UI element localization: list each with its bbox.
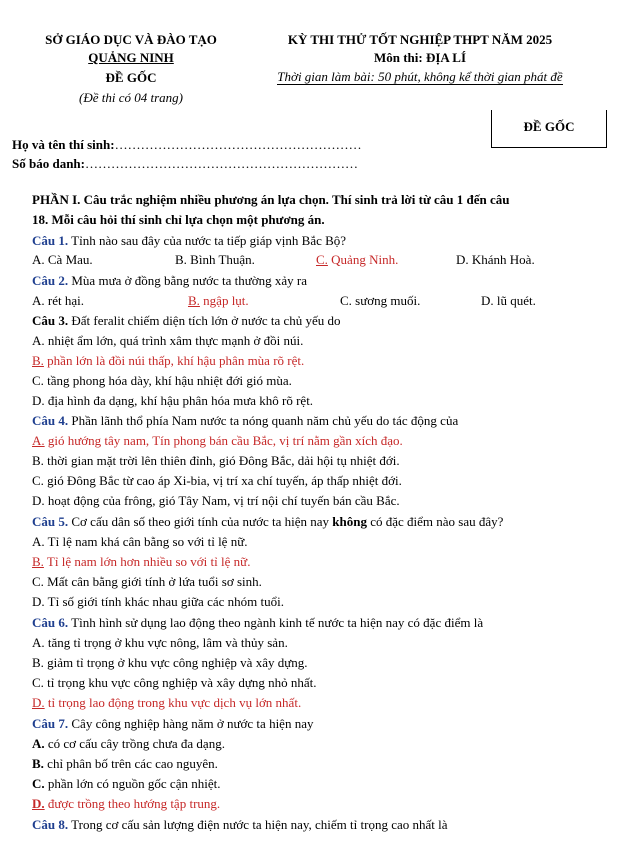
question-4-number: Câu 4. xyxy=(32,413,69,428)
q7-option-b xyxy=(32,756,218,772)
q1-option-c-letter: C. xyxy=(316,252,328,267)
part1-heading-line1: PHẦN I. Câu trắc nghiệm nhiều phương án lựa chọn. Thí sinh trả lời từ câu 1 đến câu xyxy=(32,192,510,207)
question-4 xyxy=(32,413,458,429)
q7-option-a xyxy=(32,736,225,752)
question-8-number: Câu 8. xyxy=(32,817,69,832)
q3-option-c: C. tầng phong hóa dày, khí hậu nhiệt đới gió mùa. xyxy=(32,373,292,388)
exam-subject: Môn thi: ĐỊA LÍ xyxy=(373,50,467,65)
q4-option-c: C. gió Đông Bắc từ cao áp Xi-bia, vị trí xa chí tuyến, áp thấp nhiệt đới. xyxy=(32,473,402,488)
exam-code-box-text: ĐỀ GỐC xyxy=(523,119,575,134)
candidate-name-dots: ………………………………………………… xyxy=(114,137,362,152)
q7-option-b-letter: B. xyxy=(32,756,44,771)
question-6-text: Tình hình sử dụng lao động theo ngành kinh tế nước ta hiện nay có đặc điểm là xyxy=(68,615,484,630)
q7-option-d-correct xyxy=(32,796,220,812)
exam-code-box xyxy=(491,110,607,148)
q7-option-c-letter: C. xyxy=(32,776,45,791)
q6-option-d-text: tỉ trọng lao động trong khu vực dịch vụ lớn nhất. xyxy=(44,695,302,710)
q3-option-b-text: phần lớn là đồi núi thấp, khí hậu phân mùa rõ rệt. xyxy=(43,353,305,368)
q3-option-b-letter: B. xyxy=(32,353,44,368)
q4-option-d: D. hoạt động của frông, gió Tây Nam, vị trí nội chí tuyến bán cầu Bắc. xyxy=(32,493,400,508)
q6-option-a: A. tăng tỉ trọng ở khu vực nông, lâm và thủy sản. xyxy=(32,635,288,650)
question-2-number: Câu 2. xyxy=(32,273,69,288)
q2-option-b-text: ngập lụt. xyxy=(199,293,249,308)
q7-option-a-text: có cơ cấu cây trồng chưa đa dạng. xyxy=(44,736,225,751)
q7-option-c xyxy=(32,776,220,792)
q5-option-b-letter: B. xyxy=(32,554,44,569)
question-8 xyxy=(32,817,448,833)
q1-option-a: A. Cà Mau. xyxy=(32,252,93,267)
q7-option-a-letter: A. xyxy=(32,736,45,751)
header-province xyxy=(30,50,232,66)
candidate-id-line xyxy=(12,156,358,172)
q2-option-d: D. lũ quét. xyxy=(481,293,536,308)
q4-option-b: B. thời gian mặt trời lên thiên đỉnh, gió Đông Bắc, dải hội tụ nhiệt đới. xyxy=(32,453,400,468)
q4-option-a-text: gió hướng tây nam, Tín phong bán cầu Bắc, vị trí nằm gần xích đạo. xyxy=(44,433,403,448)
q5-option-d: D. Tỉ số giới tính khác nhau giữa các nhóm tuổi. xyxy=(32,594,284,609)
question-3 xyxy=(32,313,341,329)
q4-option-a-letter: A. xyxy=(32,433,45,448)
q7-option-b-text: chỉ phân bố trên các cao nguyên. xyxy=(43,756,218,771)
q7-option-c-text: phần lớn có nguồn gốc cận nhiệt. xyxy=(44,776,221,791)
part1-heading-line2: 18. Mỗi câu hỏi thí sinh chỉ lựa chọn một phương án. xyxy=(32,212,325,227)
q3-option-d: D. địa hình đa dạng, khí hậu phân hóa mưa khô rõ rệt. xyxy=(32,393,314,408)
question-4-text: Phần lãnh thổ phía Nam nước ta nóng quanh năm chủ yếu do tác động của xyxy=(68,413,459,428)
q5-option-b-text: Tỉ lệ nam lớn hơn nhiều so với tỉ lệ nữ. xyxy=(43,554,251,569)
question-5-number: Câu 5. xyxy=(32,514,69,529)
question-5-text-before: Cơ cấu dân số theo giới tính của nước ta hiện nay xyxy=(68,514,333,529)
q4-option-a-correct xyxy=(32,433,403,449)
question-1 xyxy=(32,233,346,249)
q2-option-c: C. sương muối. xyxy=(340,293,421,308)
question-5 xyxy=(32,514,503,530)
q2-option-b-letter: B. xyxy=(188,293,200,308)
q5-option-a: A. Tỉ lệ nam khá cân bằng so với tỉ lệ nữ. xyxy=(32,534,248,549)
question-5-text-bold: không xyxy=(332,514,367,529)
header-province-text: QUẢNG NINH xyxy=(88,50,174,65)
question-5-text-after: có đặc điểm nào sau đây? xyxy=(366,514,504,529)
question-7-text: Cây công nghiệp hàng năm ở nước ta hiện nay xyxy=(68,716,314,731)
question-2-text: Mùa mưa ở đồng bằng nước ta thường xảy ra xyxy=(68,273,307,288)
header-page-count: (Đề thi có 04 trang) xyxy=(79,90,183,105)
q3-option-b-correct xyxy=(32,353,304,369)
question-7 xyxy=(32,716,313,732)
q6-option-d-letter: D. xyxy=(32,695,45,710)
candidate-name-line xyxy=(12,137,362,153)
q2-option-a: A. rét hại. xyxy=(32,293,84,308)
header-org: SỞ GIÁO DỤC VÀ ĐÀO TẠO xyxy=(45,32,217,47)
question-3-text: Đất feralit chiếm diện tích lớn ở nước ta chủ yếu do xyxy=(68,313,341,328)
candidate-id-dots: ……………………………………………………… xyxy=(84,156,358,171)
exam-time xyxy=(240,69,600,85)
q6-option-b: B. giảm tỉ trọng ở khu vực công nghiệp và xây dựng. xyxy=(32,655,308,670)
candidate-name-label: Họ và tên thí sinh: xyxy=(12,137,115,152)
question-1-number: Câu 1. xyxy=(32,233,69,248)
q6-option-d-correct xyxy=(32,695,301,711)
question-7-number: Câu 7. xyxy=(32,716,69,731)
header-exam-code: ĐỀ GỐC xyxy=(105,70,157,85)
q7-option-d-letter: D. xyxy=(32,796,45,811)
q5-option-b-correct xyxy=(32,554,250,570)
question-2 xyxy=(32,273,307,289)
q6-option-c: C. tỉ trọng khu vực công nghiệp và xây dựng nhỏ nhất. xyxy=(32,675,317,690)
question-6-number: Câu 6. xyxy=(32,615,69,630)
question-3-number: Câu 3. xyxy=(32,313,69,328)
question-8-text: Trong cơ cấu sản lượng điện nước ta hiện nay, chiếm tỉ trọng cao nhất là xyxy=(68,817,448,832)
exam-title: KỲ THI THỬ TỐT NGHIỆP THPT NĂM 2025 xyxy=(287,32,553,47)
q1-option-b: B. Bình Thuận. xyxy=(175,252,255,267)
exam-time-text: Thời gian làm bài: 50 phút, không kể thời gian phát đề xyxy=(277,69,563,84)
candidate-id-label: Số báo danh: xyxy=(12,156,85,171)
q3-option-a: A. nhiệt ẩm lớn, quá trình xâm thực mạnh ở đồi núi. xyxy=(32,333,304,348)
q1-option-c-text: Quảng Ninh. xyxy=(327,252,399,267)
question-6 xyxy=(32,615,483,631)
q5-option-c: C. Mất cân bằng giới tính ở lứa tuổi sơ sinh. xyxy=(32,574,262,589)
q2-option-b-correct xyxy=(188,293,249,309)
q1-option-d: D. Khánh Hoà. xyxy=(456,252,535,267)
q1-option-c-correct xyxy=(316,252,398,268)
q7-option-d-text: được trồng theo hướng tập trung. xyxy=(44,796,221,811)
question-1-text: Tỉnh nào sau đây của nước ta tiếp giáp vịnh Bắc Bộ? xyxy=(68,233,347,248)
